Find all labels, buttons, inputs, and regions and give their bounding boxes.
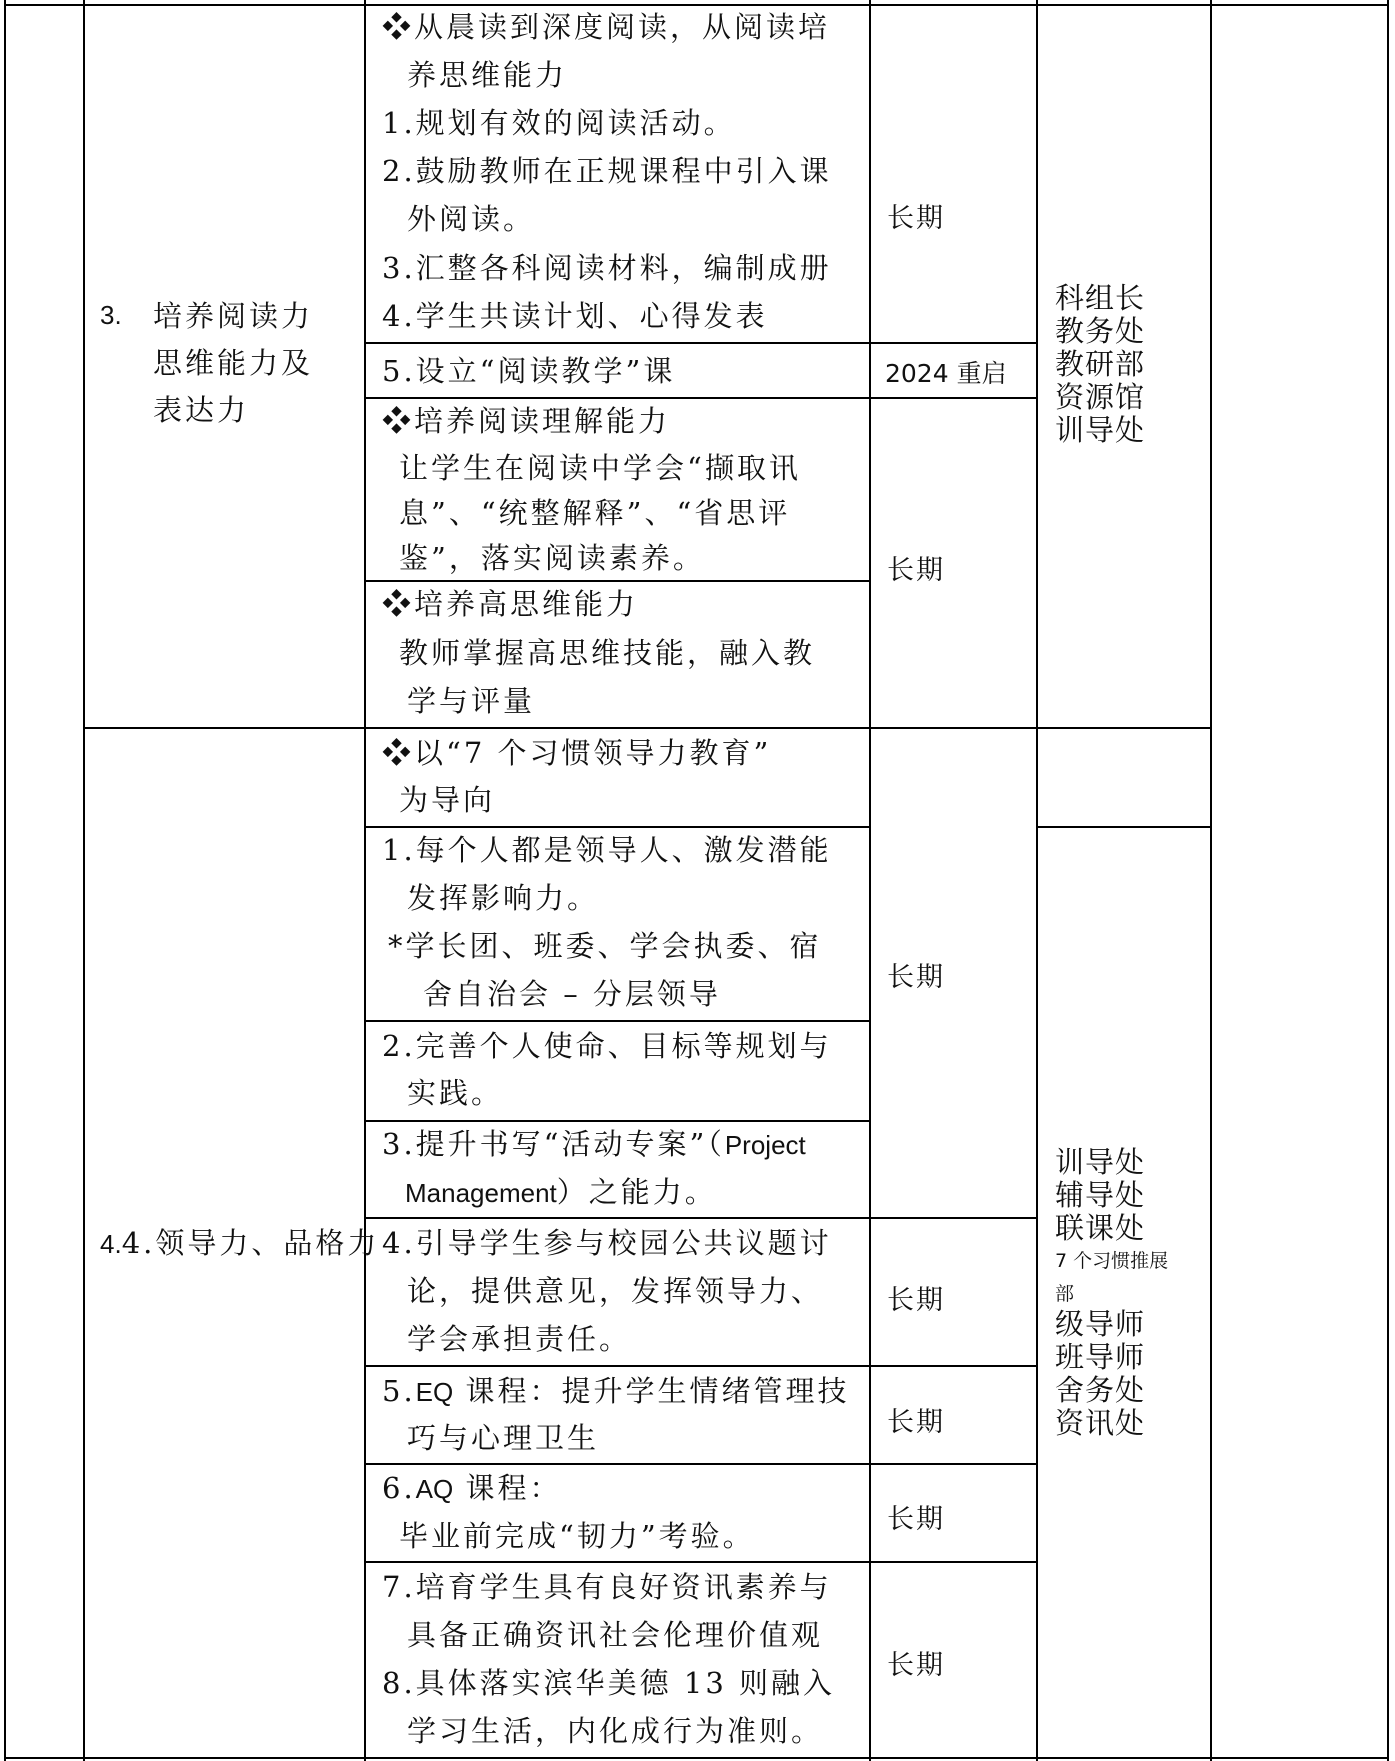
section3-title-line3: 表达力 xyxy=(153,393,250,427)
section3-item3: 3.汇整各科阅读材料，编制成册 xyxy=(382,251,832,285)
section4-item2-line1: 2.完善个人使命、目标等规划与 xyxy=(382,1029,832,1063)
section4-owner-small: 7 个习惯推展 xyxy=(1055,1250,1169,1272)
row-line xyxy=(1036,826,1212,828)
row-line xyxy=(364,1365,1038,1367)
habits-heading-line1: ❖以“7 个习惯领导力教育” xyxy=(382,736,772,770)
section4-item8-line1: 8.具体落实滨华美德 13 则融入 xyxy=(382,1666,836,1700)
period-long: 长期 xyxy=(887,1407,945,1438)
higher-heading: ❖培养高思维能力 xyxy=(382,587,639,621)
section4-item4-line2: 论，提供意见，发挥领导力、 xyxy=(407,1274,824,1308)
period-long: 长期 xyxy=(887,1285,945,1316)
section3-owner: 科组长 xyxy=(1055,281,1146,315)
column-divider-1 xyxy=(83,0,85,1761)
section4-item1-note-line1: *学长团、班委、学会执委、宿 xyxy=(388,929,822,963)
section4-item2-line2: 实践。 xyxy=(407,1076,504,1110)
section4-owner: 资讯处 xyxy=(1055,1406,1146,1440)
section3-item2-line2: 外阅读。 xyxy=(407,202,536,236)
table-border-left xyxy=(4,0,6,1761)
period-long: 长期 xyxy=(887,1650,945,1681)
section3-item5: 5.设立“阅读教学”课 xyxy=(382,354,676,388)
column-divider-4 xyxy=(1036,0,1038,1761)
section4-item1-line1: 1.每个人都是领导人、激发潜能 xyxy=(382,833,832,867)
comprehension-line1: 让学生在阅读中学会“撷取讯 xyxy=(399,451,801,485)
row-line xyxy=(364,342,1038,344)
section3-owner: 资源馆 xyxy=(1055,380,1146,414)
section3-item4: 4.学生共读计划、心得发表 xyxy=(382,299,768,333)
section4-item6-line1: 6.AQ 课程： xyxy=(382,1471,562,1505)
section3-owner: 教研部 xyxy=(1055,347,1146,381)
reading-heading-line1: ❖从晨读到深度阅读，从阅读培 xyxy=(382,10,831,44)
section4-item1-note-line2: 舍自治会 – 分层领导 xyxy=(423,977,721,1011)
section3-owner: 教务处 xyxy=(1055,314,1146,348)
row-line xyxy=(364,1020,871,1022)
section-divider xyxy=(83,727,1212,729)
section3-title-line2: 思维能力及 xyxy=(153,346,314,380)
comprehension-heading: ❖培养阅读理解能力 xyxy=(382,404,671,438)
reading-heading-line2: 养思维能力 xyxy=(407,58,568,92)
section4-item1-line2: 发挥影响力。 xyxy=(407,881,600,915)
section4-item4-line3: 学会承担责任。 xyxy=(407,1322,632,1356)
section4-item5-line2: 巧与心理卫生 xyxy=(407,1421,600,1455)
section4-item3-line1: 3.提升书写“活动专案”（Project xyxy=(382,1127,806,1161)
column-divider-2 xyxy=(364,0,366,1761)
section4-item7-line2: 具备正确资讯社会伦理价值观 xyxy=(407,1618,824,1652)
section4-owner: 辅导处 xyxy=(1055,1178,1146,1212)
row-line xyxy=(364,1217,1038,1219)
section4-item5-line1: 5.EQ 课程：提升学生情绪管理技 xyxy=(382,1374,850,1408)
period-long: 长期 xyxy=(887,555,945,586)
section4-owner: 班导师 xyxy=(1055,1340,1146,1374)
comprehension-line3: 鉴”，落实阅读素养。 xyxy=(399,541,705,575)
section4-owner: 舍务处 xyxy=(1055,1373,1146,1407)
section4-title: 4.4.领导力、品格力 xyxy=(100,1226,380,1260)
row-line xyxy=(364,1561,1038,1563)
column-divider-3 xyxy=(869,0,871,1761)
section3-title-line1: 培养阅读力 xyxy=(153,299,314,333)
section4-item4-line1: 4.引导学生参与校园公共议题讨 xyxy=(382,1226,832,1260)
section3-owner: 训导处 xyxy=(1055,413,1146,447)
period-long: 长期 xyxy=(887,962,945,993)
section4-item8-line2: 学习生活，内化成行为准则。 xyxy=(407,1714,824,1748)
table-border-right xyxy=(1387,0,1389,1761)
higher-line2: 学与评量 xyxy=(407,684,536,718)
section4-owner: 训导处 xyxy=(1055,1145,1146,1179)
section4-item6-line2: 毕业前完成“韧力”考验。 xyxy=(399,1519,755,1553)
section4-owner: 联课处 xyxy=(1055,1211,1146,1245)
section4-item3-line2: Management）之能力。 xyxy=(405,1175,717,1209)
comprehension-line2: 息”、“统整解释”、“省思评 xyxy=(399,496,791,530)
higher-line1: 教师掌握高思维技能，融入教 xyxy=(399,636,816,670)
column-divider-5 xyxy=(1210,0,1212,1761)
period-long: 长期 xyxy=(887,203,945,234)
section4-owner-small: 部 xyxy=(1055,1283,1075,1305)
section4-item7-line1: 7.培育学生具有良好资讯素养与 xyxy=(382,1570,832,1604)
section4-owner: 级导师 xyxy=(1055,1307,1146,1341)
habits-heading-line2: 为导向 xyxy=(399,783,496,817)
section3-number: 3. xyxy=(100,300,122,330)
row-line-bottom xyxy=(4,1757,1389,1759)
section3-item1: 1.规划有效的阅读活动。 xyxy=(382,106,736,140)
period-long: 长期 xyxy=(887,1504,945,1535)
section3-item2-line1: 2.鼓励教师在正规课程中引入课 xyxy=(382,154,832,188)
period-restart-2024: 2024 重启 xyxy=(885,359,1007,388)
